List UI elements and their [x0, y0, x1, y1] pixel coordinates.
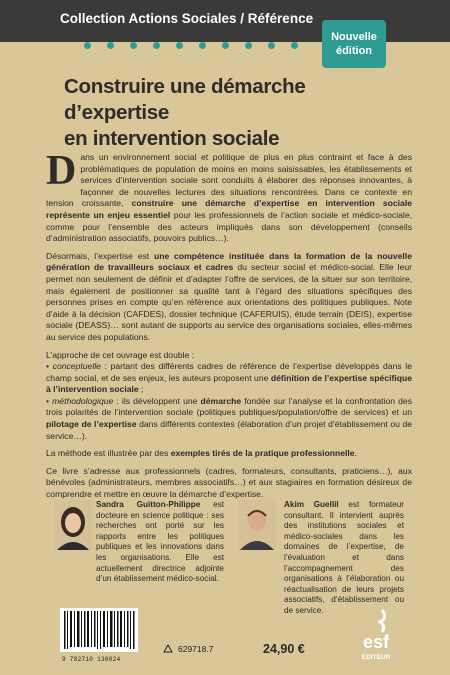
- collection-name: Collection Actions Sociales / Référence: [60, 11, 314, 26]
- publisher-sub: EDITEUR: [361, 654, 391, 661]
- dot: [176, 42, 183, 49]
- dot: [84, 42, 91, 49]
- back-cover-text: [46, 148, 413, 507]
- bullet-label-methodological: méthodologique: [52, 395, 114, 406]
- book-title: [64, 74, 404, 152]
- author-name-2: Akim Guellil: [284, 500, 339, 509]
- author-bio-1: [96, 500, 224, 585]
- bullet-conceptual: • conceptuelle : partant des différents cadres de référence de l’expertise développés dans le champ social, et de ses enjeux, les auteurs proposent une définition de l’expertise spécifique à l’intervention sociale ;: [46, 361, 412, 395]
- dot: [291, 42, 298, 49]
- p5-text: Ce livre s’adresse aux professionnels (cadres, formateurs, consultants, praticiens…), aux bénévoles (administrateurs, membres associatifs…) et aux stagiaires en formation désireux de comprendre et mettre en œuvre la démarche d’expertise.: [46, 465, 412, 500]
- p2-text: Désormais, l’expertise est: [46, 250, 154, 261]
- paragraph-4: [46, 448, 412, 460]
- p1-bold: construire une démarche d’expertise en intervention sociale représente un enjeu essentiel: [46, 198, 412, 220]
- author-bio-text-2: est formateur consultant. Il intervient auprès des institutions sociales et médico-sociales dans les domaines de l’expertise, de l’évaluation et dans l’accompagnement des organisations à l’élaboration ou réactualisation de leurs projets associatifs, d’établissement ou de service.: [284, 500, 404, 615]
- reference-text: 629718.7: [178, 644, 214, 654]
- p3-intro: L’approche de cet ouvrage est double :: [46, 349, 195, 360]
- dot: [245, 42, 252, 49]
- bullet-2-end: dans différents contextes (élaboration d’un projet d’établissement ou de service…).: [46, 419, 413, 441]
- dot: [268, 42, 275, 49]
- dot: [153, 42, 160, 49]
- bullet-1-text: : partant des différents cadres de référence de l’expertise développés dans le champ social, et de ses enjeux, les auteurs proposent une: [46, 361, 412, 383]
- title-line-1: Construire une démarche d’expertise: [64, 75, 306, 124]
- p4-end: .: [354, 448, 357, 459]
- paragraph-5: [46, 466, 412, 501]
- publisher-logo: [356, 608, 396, 664]
- paragraph-2: [46, 251, 412, 344]
- author-name-1: Sandra Guitton-Philippe: [96, 500, 201, 509]
- author-bio-text-1: est docteure en science politique : ses recherches ont porté sur les rapports entre les politiques publiques et les innovations dans les organisations. Elle est actuellement directrice adjointe d’un établissement médico-social.: [96, 500, 224, 584]
- p2-bold: une compétence instituée dans la formation de la nouvelle génération de travailleurs sociaux et cadres: [46, 250, 412, 273]
- dot: [107, 42, 114, 49]
- barcode: [60, 608, 138, 652]
- p4-bold: exemples tirés de la pratique professionnelle: [170, 448, 355, 459]
- publisher-name: esf: [362, 632, 390, 652]
- dot: [222, 42, 229, 49]
- badge-line-2: édition: [335, 45, 373, 57]
- author-photo-man: [238, 500, 276, 550]
- p1-text-end: pour les professionnels de l’action sociale et médico-sociale, comme pour l’ensemble des acteurs impliqués dans son développement (conseils d’administration associatifs, pouvoirs publics…).: [46, 209, 412, 244]
- p1-text: ans un environnement social et politique de plus en plus contraint et face à des problématiques de population de moins en moins saisissables, les établissements et services d’intervention sociale sont conduits à élaborer des réponses innovantes, à façonner de nouvelles lectures des situations rencontrées. Dans ce contexte en tension croissante,: [46, 152, 412, 209]
- dot: [130, 42, 137, 49]
- bullet-1-end: ;: [138, 384, 144, 395]
- bullet-2-bold: démarche: [200, 395, 242, 406]
- author-bio-2: [284, 500, 404, 617]
- dot: [199, 42, 206, 49]
- badge-line-1: Nouvelle: [331, 31, 377, 43]
- bullet-2-text: : ils développent une: [113, 395, 201, 406]
- bullet-methodological: • méthodologique : ils développent une démarche fondée sur l’analyse et la confrontation des trois polarités de l’intervention sociale (politiques publiques/population/offre de services) et un pilotage de l’expertise dans différents contextes (élaboration d’un projet d’établissement ou de service…).: [46, 395, 413, 441]
- paragraph-3-intro: [46, 350, 412, 362]
- reference-number: [162, 644, 213, 654]
- new-edition-badge: [322, 20, 386, 68]
- author-photo-woman: [54, 500, 92, 550]
- paragraph-1: [46, 148, 412, 245]
- title-line-2: en intervention sociale: [64, 127, 280, 150]
- p4-text: La méthode est illustrée par des: [46, 448, 171, 459]
- bullet-2-text-2: fondée sur l’analyse et la confrontation des trois polarités de l’intervention sociale (politiques publiques/population/offre de services) et un: [46, 395, 412, 418]
- barcode-number: 9 782710 130024: [62, 656, 121, 663]
- bullet-label-conceptual: conceptuelle: [52, 361, 101, 372]
- p2-text-end: du secteur social et médico-social. Elle leur permet non seulement de définir et d’adapter l’offre de services, de la situer sur son territoire, mais également de positionner sa qualité tant à l’égard des situations spécifiques des personnes prises en compte qu’en référence aux orientations des politiques publiques. Note d’aide à la décision (CAFDES), dossier technique (CAFERUIS), étude terrain (DEIS), expertise sociale (DEASS)… sont autant de supports au service des organisations sociales, elles-mêmes au service des populations.: [46, 262, 412, 342]
- bullet-2-bold-2: pilotage de l’expertise: [46, 419, 137, 430]
- bullet-1-bold: définition de l’expertise spécifique à l’intervention sociale: [46, 372, 412, 395]
- drop-cap: D: [46, 148, 77, 194]
- price: 24,90 €: [263, 642, 305, 656]
- recycle-icon: [162, 644, 174, 654]
